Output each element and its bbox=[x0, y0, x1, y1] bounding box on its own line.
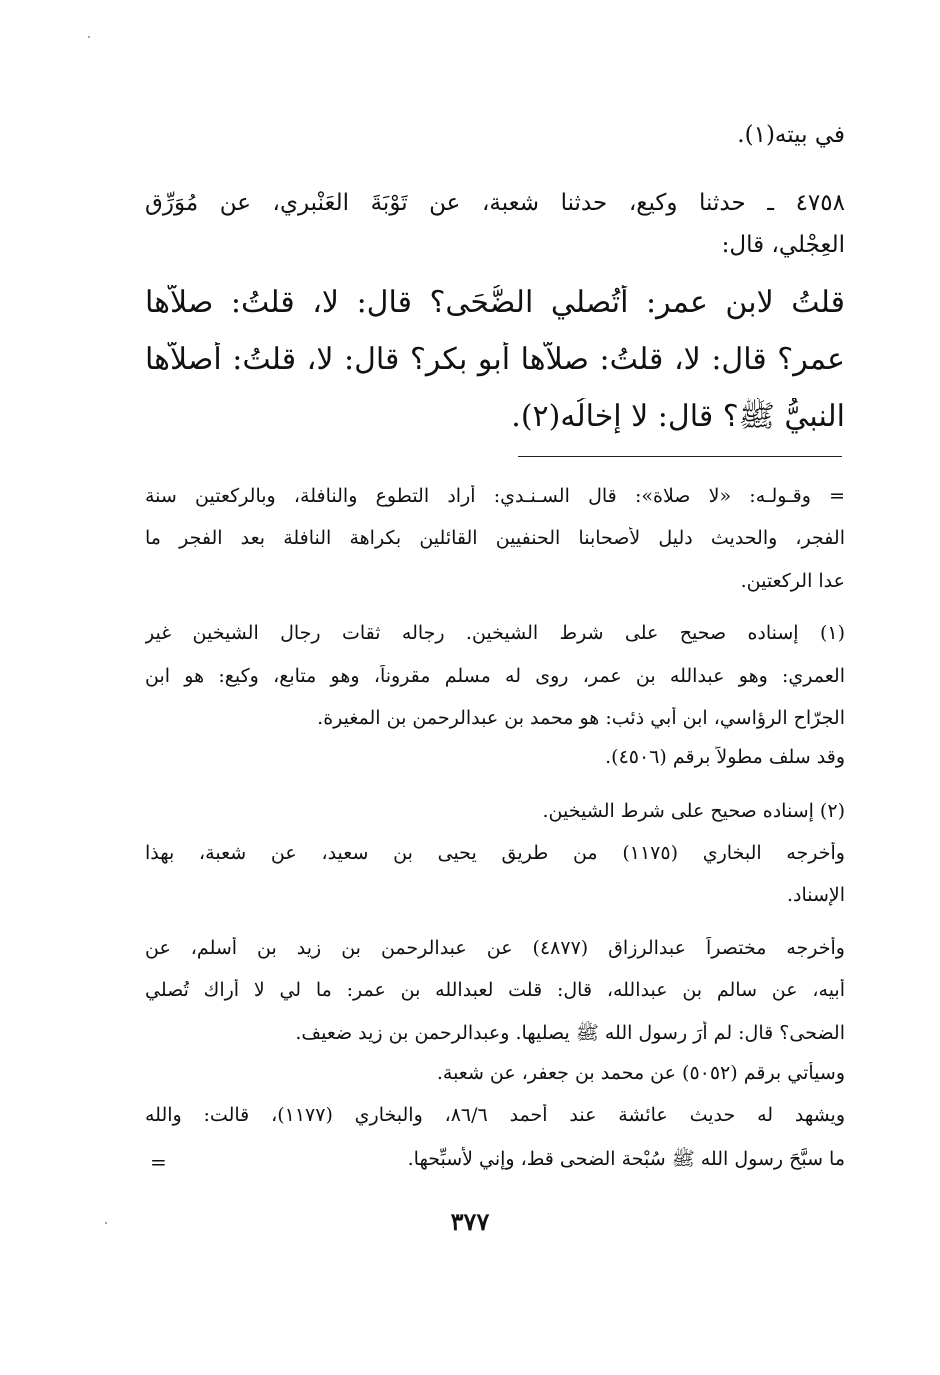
continuation-mark: = bbox=[150, 1150, 167, 1174]
hadith-text-line: قلتُ لابن عمر: أتُصلي الضُّحَى؟ قال: لا، قلتُ: صلاَّها bbox=[145, 285, 845, 320]
footnote-2-line: وأخرجه مختصراً عبدالرزاق (٤٨٧٧) عن عبدالرحمن بن زيد بن أسلم، عن bbox=[145, 937, 845, 959]
footnote-1-line: العمري: وهو عبدالله بن عمر، روى له مسلم مقروناً، وهو متابع، وكيع: هو ابن bbox=[145, 665, 845, 687]
hadith-chain-line: ٤٧٥٨ ـ حدثنا وكيع، حدثنا شعبة، عن تَوْبَةَ العَنْبري، عن مُوَرِّقٍ bbox=[145, 190, 845, 216]
footnote-2-line: وأخرجه البخاري (١١٧٥) من طريق يحيى بن سعيد، عن شعبة، بهذا bbox=[145, 842, 845, 864]
hadith-text-line: النبيُّ ﷺ؟ قال: لا إخالُه(٢). bbox=[511, 399, 845, 434]
page-number: ٣٧٧ bbox=[450, 1207, 490, 1236]
footnote-2-line: ويشهد له حديث عائشة عند أحمد ٨٦/٦، والبخاري (١١٧٧)، قالت: والله bbox=[145, 1104, 845, 1126]
hadith-chain-line: العِجْلي، قال: bbox=[721, 232, 845, 258]
footnote-1-line: (١) إسناده صحيح على شرط الشيخين. رجاله ثقات رجال الشيخين غير bbox=[145, 622, 845, 644]
footnote-2-line: وسيأتي برقم (٥٠٥٢) عن محمد بن جعفر، عن شعبة. bbox=[436, 1062, 845, 1084]
footnote-1-line: وقد سلف مطولاً برقم (٤٥٠٦). bbox=[605, 746, 845, 768]
main-text-line: في بيته(١). bbox=[737, 122, 845, 148]
footnote-separator bbox=[518, 456, 842, 457]
hadith-text-line: عمر؟ قال: لا، قلتُ: صلاَّها أبو بكر؟ قال: لا، قلتُ: أصلاَّها bbox=[145, 342, 845, 377]
footnote-line: الفجر، والحديث دليل لأصحابنا الحنفيين القائلين بكراهة النافلة بعد الفجر ما bbox=[145, 527, 845, 549]
footnote-2-line: الضحى؟ قال: لم أرَ رسول الله ﷺ يصليها. وعبدالرحمن بن زيد ضعيف. bbox=[295, 1022, 845, 1044]
scan-speck bbox=[88, 36, 90, 38]
footnote-2-line: ما سبَّحَ رسول الله ﷺ سُبْحة الضحى قط، وإني لأُسبِّحها. bbox=[407, 1148, 845, 1170]
footnote-2-line: أبيه، عن سالم بن عبدالله، قال: قلت لعبدالله بن عمر: ما لي لا أراك تُصلي bbox=[145, 979, 845, 1001]
footnote-1-line: الجرّاح الرؤاسي، ابن أبي ذئب: هو محمد بن عبدالرحمن بن المغيرة. bbox=[317, 707, 845, 729]
footnote-line: = وقـولـه: «لا صلاة»: قال السـنـدي: أراد التطوع والنافلة، وبالركعتين سنة bbox=[145, 485, 845, 507]
footnote-2-line: (٢) إسناده صحيح على شرط الشيخين. bbox=[542, 800, 845, 822]
footnote-2-line: الإسناد. bbox=[786, 884, 845, 906]
footnote-line: عدا الركعتين. bbox=[740, 570, 845, 592]
